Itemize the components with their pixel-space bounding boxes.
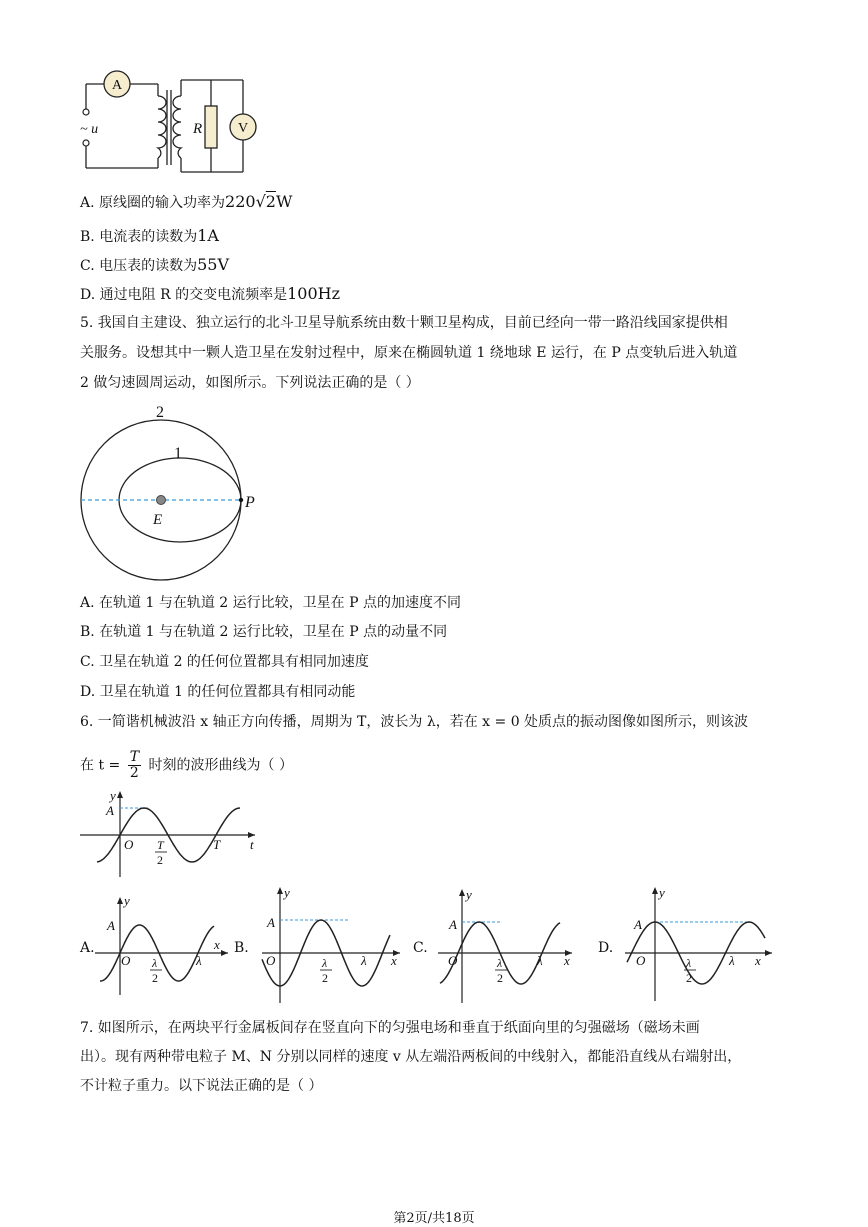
- svg-text:x: x: [391, 953, 397, 968]
- svg-text:2: 2: [497, 971, 503, 985]
- q6-choice-d-letter: D.: [598, 940, 614, 956]
- svg-text:A: A: [634, 917, 642, 932]
- point-p-label: P: [245, 494, 255, 511]
- svg-text:2: 2: [322, 971, 328, 985]
- svg-text:λ: λ: [686, 956, 692, 970]
- q7-stem-line-3: 不计粒子重力。以下说法正确的是（ ）: [80, 1078, 323, 1094]
- svg-text:λ: λ: [361, 953, 367, 968]
- q4-option-a: A. 原线圈的输入功率为220√2W: [80, 192, 293, 211]
- vibration-graph: [0, 785, 868, 885]
- svg-text:2: 2: [686, 971, 692, 985]
- ammeter-label: A: [111, 78, 123, 93]
- svg-text:x: x: [755, 953, 761, 968]
- svg-text:2: 2: [157, 853, 163, 867]
- svg-text:x: x: [214, 937, 220, 952]
- svg-text:t: t: [250, 837, 254, 852]
- q6-stem-line-1: 6. 一简谐机械波沿 x 轴正方向传播，周期为 T，波长为 λ，若在 x = 0 处质点的振动图像如图所示，则该波: [80, 714, 749, 730]
- resistor-label: R: [193, 121, 203, 137]
- transformer-circuit-figure: [0, 0, 868, 200]
- choice-c-graph: [438, 887, 572, 1003]
- svg-text:y: y: [284, 885, 290, 900]
- svg-text:T: T: [213, 837, 221, 852]
- q5-stem-line-3: 2 做匀速圆周运动，如图所示。下列说法正确的是（ ）: [80, 375, 420, 391]
- orbit-1-label: 1: [174, 445, 182, 462]
- svg-text:λ: λ: [152, 956, 158, 970]
- q5-option-b: B. 在轨道 1 与在轨道 2 运行比较，卫星在 P 点的动量不同: [80, 624, 448, 640]
- q7-stem-line-1: 7. 如图所示，在两块平行金属板间存在竖直向下的匀强电场和垂直于纸面向里的匀强磁场（磁场未画: [80, 1020, 700, 1036]
- svg-text:λ: λ: [322, 956, 328, 970]
- q5-option-d: D. 卫星在轨道 1 的任何位置都具有相同动能: [80, 684, 356, 700]
- q4-option-b: B. 电流表的读数为1A: [80, 226, 219, 245]
- svg-text:y: y: [466, 887, 472, 902]
- svg-text:O: O: [636, 953, 646, 968]
- q4-option-d: D. 通过电阻 R 的交变电流频率是100Hz: [80, 284, 341, 303]
- svg-text:x: x: [564, 953, 570, 968]
- choice-b-graph: [262, 885, 400, 1003]
- source-label: ~ u: [80, 122, 99, 137]
- q4-option-c: C. 电压表的读数为55V: [80, 255, 230, 274]
- svg-text:λ: λ: [729, 953, 735, 968]
- svg-text:A: A: [106, 803, 114, 818]
- q5-option-c: C. 卫星在轨道 2 的任何位置都具有相同加速度: [80, 654, 369, 670]
- q6-choice-c-letter: C.: [413, 940, 428, 956]
- svg-text:λ: λ: [537, 953, 543, 968]
- q6-stem-line-2: 在 t = $\frac{T}{2}$ 时刻的波形曲线为（ ）: [80, 749, 293, 781]
- q5-stem-line-1: 5. 我国自主建设、独立运行的北斗卫星导航系统由数十颗卫星构成，目前已经向一带一路沿线国家提供相: [80, 315, 728, 331]
- q5-stem-line-2: 关服务。设想其中一颗人造卫星在发射过程中，原来在椭圆轨道 1 绕地球 E 运行，在 P 点变轨后进入轨道: [80, 345, 738, 361]
- svg-text:2: 2: [152, 971, 158, 985]
- choice-a-graph: [95, 893, 228, 995]
- q6-choice-b-letter: B.: [234, 940, 249, 956]
- orbit-2-label: 2: [156, 404, 164, 421]
- choice-d-graph: [625, 885, 772, 1001]
- q5-option-a: A. 在轨道 1 与在轨道 2 运行比较，卫星在 P 点的加速度不同: [80, 595, 461, 611]
- voltmeter-label: V: [237, 121, 249, 136]
- svg-text:λ: λ: [196, 953, 202, 968]
- svg-text:T: T: [157, 838, 164, 852]
- page-footer: 第2页/共18页: [393, 1211, 475, 1226]
- svg-text:O: O: [124, 837, 134, 852]
- svg-text:λ: λ: [497, 956, 503, 970]
- earth-label: E: [153, 512, 163, 528]
- svg-text:y: y: [659, 885, 665, 900]
- point-p-dot: [239, 498, 243, 502]
- svg-text:A: A: [107, 918, 115, 933]
- orbit-figure: [0, 395, 868, 595]
- q7-stem-line-2: 出）。现有两种带电粒子 M、N 分别以同样的速度 v 从左端沿两板间的中线射入，都能沿直线从右端射出，: [80, 1049, 742, 1065]
- svg-text:O: O: [448, 953, 458, 968]
- svg-text:A: A: [267, 915, 275, 930]
- svg-text:y: y: [110, 788, 116, 803]
- svg-text:y: y: [124, 893, 130, 908]
- choice-graphs: [0, 885, 868, 1015]
- svg-text:O: O: [121, 953, 131, 968]
- earth-dot: [157, 496, 166, 505]
- svg-text:O: O: [266, 953, 276, 968]
- q6-choice-a-letter: A.: [80, 940, 95, 956]
- svg-text:A: A: [449, 917, 457, 932]
